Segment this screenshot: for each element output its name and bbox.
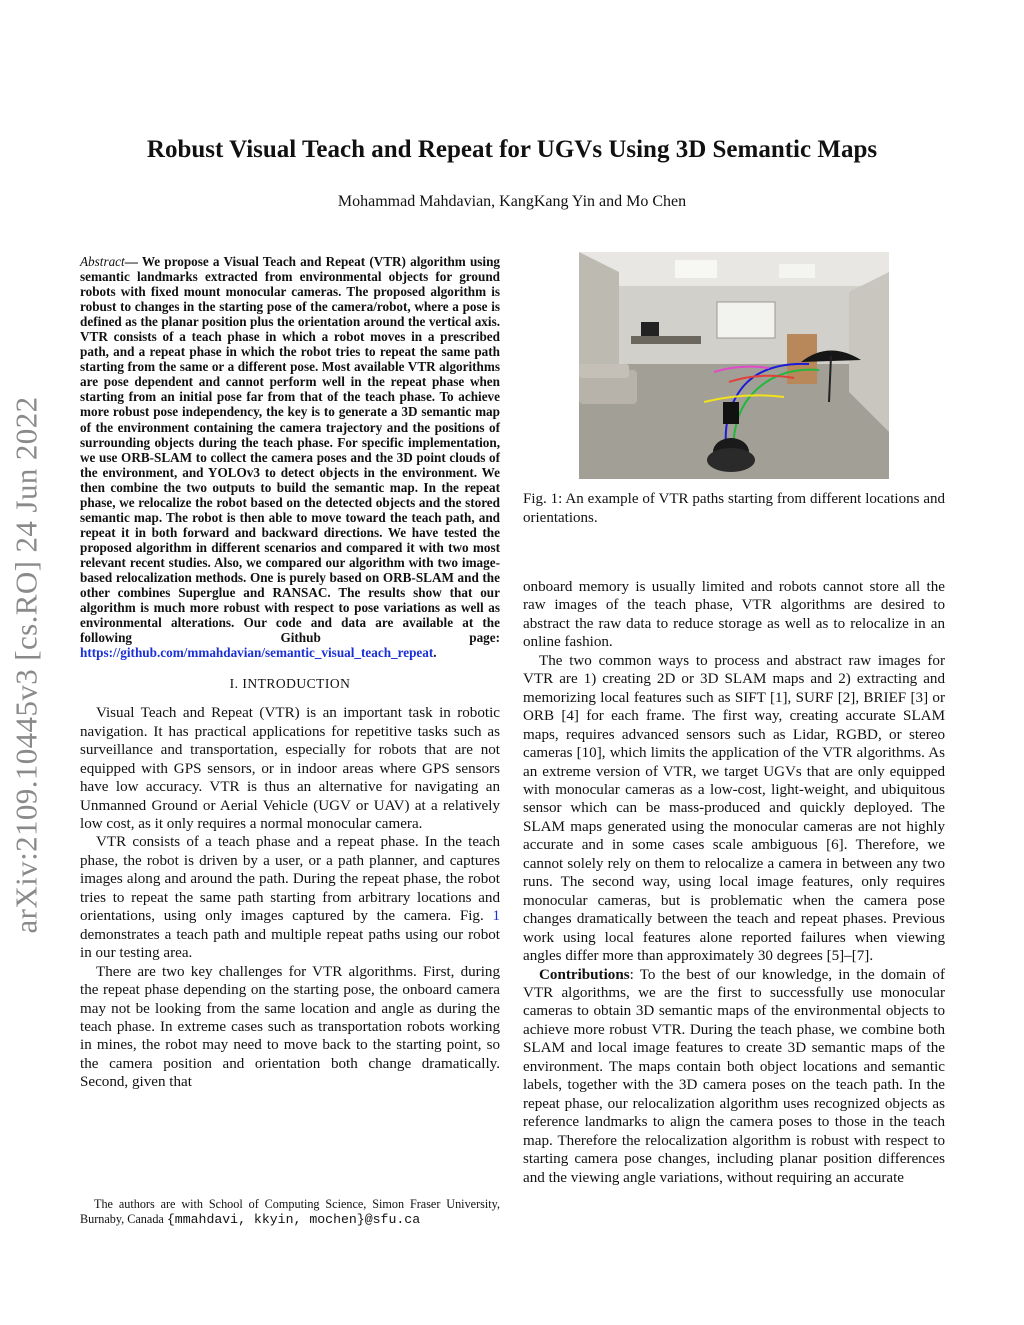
paper-title: Robust Visual Teach and Repeat for UGVs Using 3D Semantic Maps [146, 136, 878, 163]
arxiv-identifier [2, 360, 50, 970]
ceiling-light [675, 260, 717, 278]
right-column-body [523, 578, 945, 1187]
right-paragraph-2: The two common ways to process and abstract raw images for VTR are 1) creating 2D or 3D SLAM maps and 2) extracting and memorizing local features such as SIFT [1], SURF [2], BRIEF [3] or ORB [4] for each frame. The first way, creating accurate SLAM maps, requires advanced sensors such as Lidar, RGBD, or stereo cameras [10], which limits the application of the VTR algorithms. As an extreme version of VTR, we target UGVs that are only equipped with monocular cameras as a low-cost, light-weight, and ubiquitous sensor which can be mass-produced and quickly deployed. The SLAM maps generated using the monocular cameras are not highly accurate and in some cases scale ambiguous [6]. Therefore, we cannot solely rely on them to relocalize a camera in between any two runs. The second way, using local image features, only requires monocular cameras, but is problematic when the camera pose changes dramatically between the teach and repeat phases. Previous work using local features alone reported failures when viewing angles differ more than approximately 30 degrees [5]–[7]. [523, 652, 945, 965]
intro-paragraph-2 [80, 833, 500, 962]
right-column [523, 252, 945, 1187]
introduction-body [80, 704, 500, 1092]
sofa-back [579, 364, 629, 378]
right-paragraph-1: onboard memory is usually limited and robots cannot store all the raw images of the teach phase, VTR algorithms are desired to abstract the raw data to reduce storage as well as to relocalize in an online fashion. [523, 579, 945, 651]
arxiv-identifier-text: arXiv:2109.10445v3 [cs.RO] 24 Jun 2022 [8, 396, 43, 934]
abstract-dash: — [124, 254, 142, 269]
abstract [80, 254, 500, 660]
paper-authors: Mohammad Mahdavian, KangKang Yin and Mo Chen [337, 193, 687, 210]
author-footnote [80, 1197, 500, 1227]
footnote-emails: {mmahdavi, kkyin, mochen}@sfu.ca [166, 1212, 421, 1227]
figure-1-caption: Fig. 1: An example of VTR paths starting from different locations and orientations. [523, 491, 945, 526]
whiteboard [717, 302, 775, 338]
robot-wheels [707, 448, 755, 472]
monitor [641, 322, 659, 336]
figure-reference-link[interactable]: 1 [492, 908, 500, 925]
footnote-text: The authors are with School of Computing Science, Simon Fraser University, Burnaby, Canada [80, 1197, 500, 1226]
right-paragraph-3 [523, 966, 945, 1187]
ceiling-light [779, 264, 815, 278]
robot-lab-photo [579, 252, 889, 479]
section-heading-introduction: I. INTRODUCTION [229, 676, 351, 692]
intro-paragraph-2-text-a: VTR consists of a teach phase and a repeat phase. In the teach phase, the robot is driven by a user, or a path planner, and captures images along and around the path. During the repeat phase, the robot tries to repeat the same path starting from arbitrary locations and orientations, using only images captured by the camera. Fig. [80, 834, 500, 925]
desk [631, 336, 701, 344]
left-column [80, 254, 500, 1092]
github-link[interactable]: https://github.com/mmahdavian/semantic_visual_teach_repeat [80, 645, 434, 661]
robot-mast [723, 402, 739, 424]
figure-1-photo [579, 252, 889, 479]
intro-paragraph-2-text-b: demonstrates a teach path and multiple repeat paths using our robot in our testing area. [80, 926, 500, 962]
intro-paragraph-1: Visual Teach and Repeat (VTR) is an important task in robotic navigation. It has practical applications for repetitive tasks such as surveillance and transportation, especially for robots that are not equipped with GPS sensors, or in indoor areas where GPS sensors have low accuracy. VTR is thus an alternative for navigating an Unmanned Ground or Aerial Vehicle (UGV or UAV) at a relatively low cost, as it only requires a normal monocular camera. [80, 705, 500, 832]
intro-paragraph-3: There are two key challenges for VTR algorithms. First, during the repeat phase depending on the starting pose, the onboard camera may not be looking from the same location and angle as during the teach phase. In extreme cases such as transportation robots working in mines, the robot may need to move back to the starting point, so the camera position and orientation both change dramatically. Second, given that [80, 963, 500, 1091]
abstract-text: We propose a Visual Teach and Repeat (VTR) algorithm using semantic landmarks extracted from environmental objects for ground robots with fixed mount monocular cameras. The proposed algorithm is robust to changes in the starting pose of the camera/robot, where a pose is defined as the planar position plus the orientation around the vertical axis. VTR consists of a teach phase in which a robot moves in a prescribed path, and a repeat phase in which the robot tries to repeat the same path starting from the same or a different pose. Most available VTR algorithms are pose dependent and cannot perform well in the repeat phase when starting from an initial pose far from that of the teach phase. To achieve more robust pose independency, the key is to generate a 3D semantic map of the environment containing the camera trajectory and the positions of surrounding objects during the teach phase. For specific implementation, we use ORB-SLAM to collect the camera poses and the 3D point clouds of the environment, and YOLOv3 to detect objects in the environment. We then combine the two outputs to build the semantic map. In the repeat phase, we relocalize the robot based on the detected objects and the stored semantic map. The robot is then able to move toward the teach path, and repeat it in both forward and backward directions. We have tested the proposed algorithm in different scenarios and compared it with two most relevant recent studies. Also, we compared our algorithm with two image-based relocalization methods. One is purely based on ORB-SLAM and the other combines Superglue and RANSAC. The results show that our algorithm is much more robust with respect to pose variations as well as environmental alterations. Our code and data are available at the following Github page: [80, 254, 501, 646]
abstract-label: Abstract [80, 254, 125, 269]
abstract-end: . [433, 645, 437, 661]
contributions-text: : To the best of our knowledge, in the domain of VTR algorithms, we are the first to successfully use monocular cameras to obtain 3D semantic maps of the environmental objects to achieve more robust VTR. During the teach phase, we combine both SLAM and local image features to create 3D semantic maps of the environment. The maps contain both object locations and semantic labels, together with the 3D camera poses on the teach path. In the repeat phase, our relocalization algorithm uses recognized objects as reference landmarks to align the camera poses to those in the teach map. Therefore the relocalization algorithm is robust with respect to starting camera pose changes, including planar position differences and the viewing angle variations, without requiring an accurate [523, 966, 945, 1186]
contributions-label: Contributions [539, 966, 630, 983]
ceiling [579, 252, 889, 286]
